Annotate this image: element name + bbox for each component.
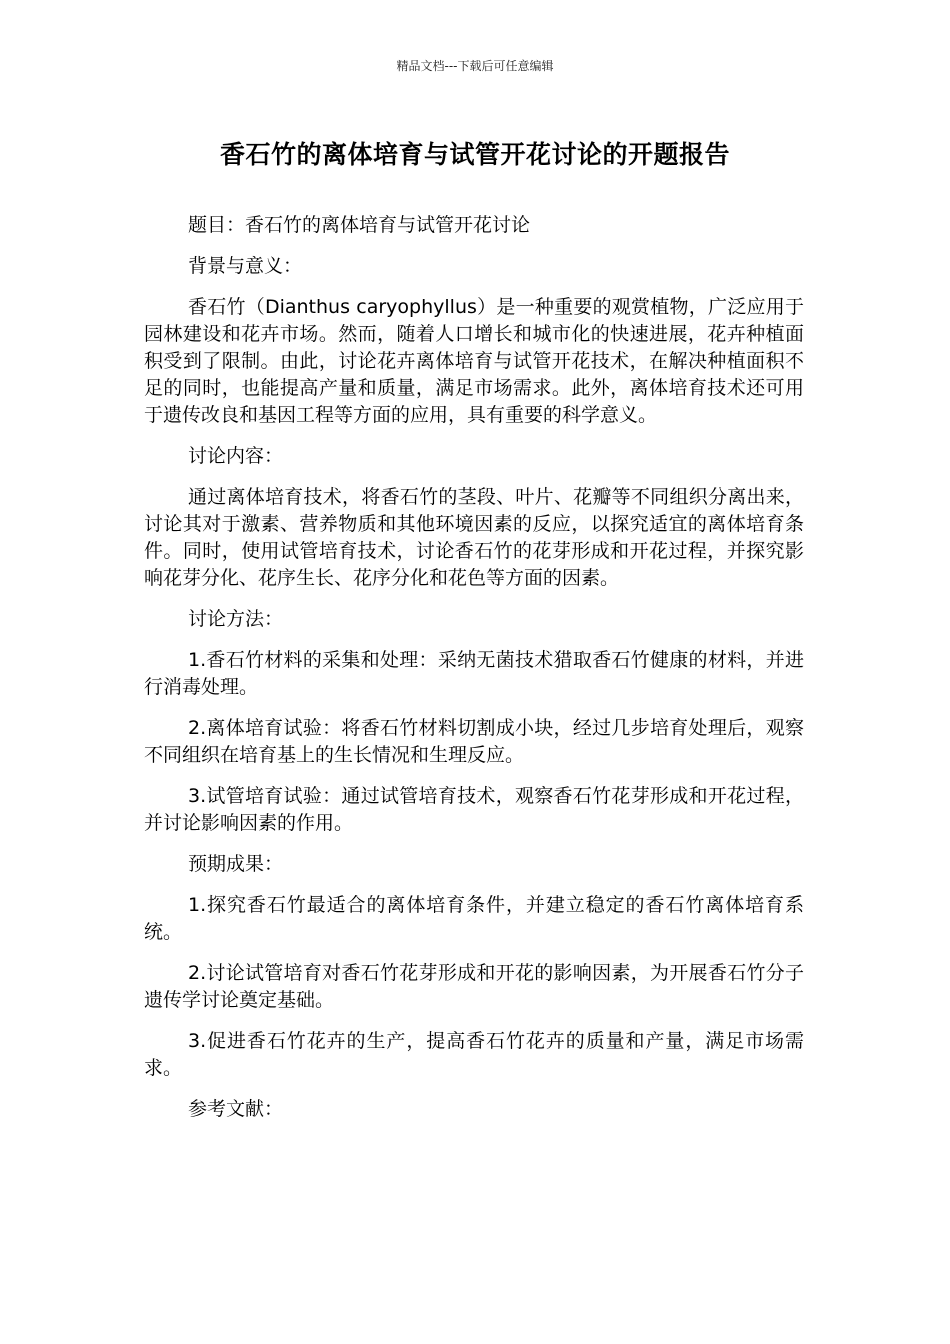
results-item: 1.探究香石竹最适合的离体培育条件，并建立稳定的香石竹离体培育系统。 [144,894,804,943]
content-paragraph: 通过离体培育技术，将香石竹的茎段、叶片、花瓣等不同组织分离出来，讨论其对于激素、营养物质和其他环境因素的反应，以探究适宜的离体培育条件。同时，使用试管培育技术，讨论香石竹的花芽形成和开花过程，并探究影响花芽分化、花序生长、花序分化和花色等方面的因素。 [144,486,804,589]
methods-heading: 讨论方法： [188,608,284,630]
content-heading: 讨论内容： [188,445,284,467]
document-body [144,212,804,1137]
document-title: 香石竹的离体培育与试管开花讨论的开题报告 [219,140,730,169]
header-note: 精品文档---下载后可任意编辑 [396,59,554,73]
topic-line: 题目：香石竹的离体培育与试管开花讨论 [188,214,531,236]
references-heading: 参考文献： [188,1098,284,1120]
results-item: 2.讨论试管培育对香石竹花芽形成和开花的影响因素，为开展香石竹分子遗传学讨论奠定基础。 [144,962,804,1011]
background-paragraph: 香石竹（Dianthus caryophyllus）是一种重要的观赏植物，广泛应用于园林建设和花卉市场。然而，随着人口增长和城市化的快速进展，花卉种植面积受到了限制。由此，讨论花卉离体培育与试管开花技术，在解决种植面积不足的同时，也能提高产量和质量，满足市场需求。此外，离体培育技术还可用于遗传改良和基因工程等方面的应用，具有重要的科学意义。 [144,296,804,426]
methods-item: 3.试管培育试验：通过试管培育技术，观察香石竹花芽形成和开花过程，并讨论影响因素的作用。 [144,785,804,834]
results-item: 3.促进香石竹花卉的生产，提高香石竹花卉的质量和产量，满足市场需求。 [144,1030,804,1079]
methods-item: 2.离体培育试验：将香石竹材料切割成小块，经过几步培育处理后，观察不同组织在培育基上的生长情况和生理反应。 [144,717,804,766]
background-heading: 背景与意义： [188,255,303,277]
methods-item: 1.香石竹材料的采集和处理：采纳无菌技术猎取香石竹健康的材料，并进行消毒处理。 [144,649,804,698]
results-heading: 预期成果： [188,853,284,875]
